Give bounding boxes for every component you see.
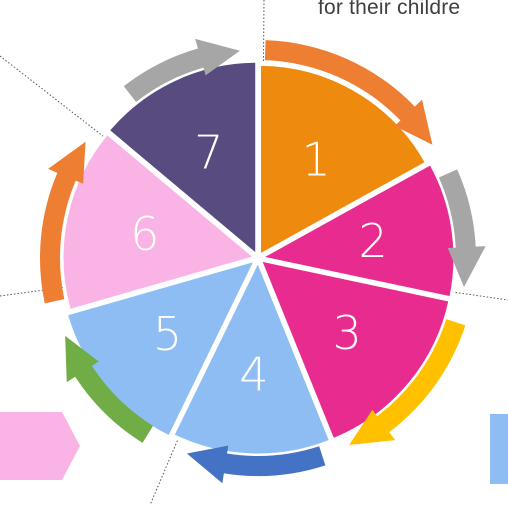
- segment-label-3: 3: [332, 305, 362, 360]
- segment-label-4: 4: [239, 347, 269, 402]
- left-chevron-shape: [0, 412, 80, 480]
- segment-label-2: 2: [358, 213, 388, 268]
- caption-text: for their childre: [318, 0, 461, 19]
- right-block-shape: [490, 414, 508, 484]
- segment-label-5: 5: [152, 306, 183, 361]
- segment-label-6: 6: [130, 206, 160, 261]
- segment-label-7: 7: [194, 125, 224, 180]
- segment-label-1: 1: [301, 132, 331, 187]
